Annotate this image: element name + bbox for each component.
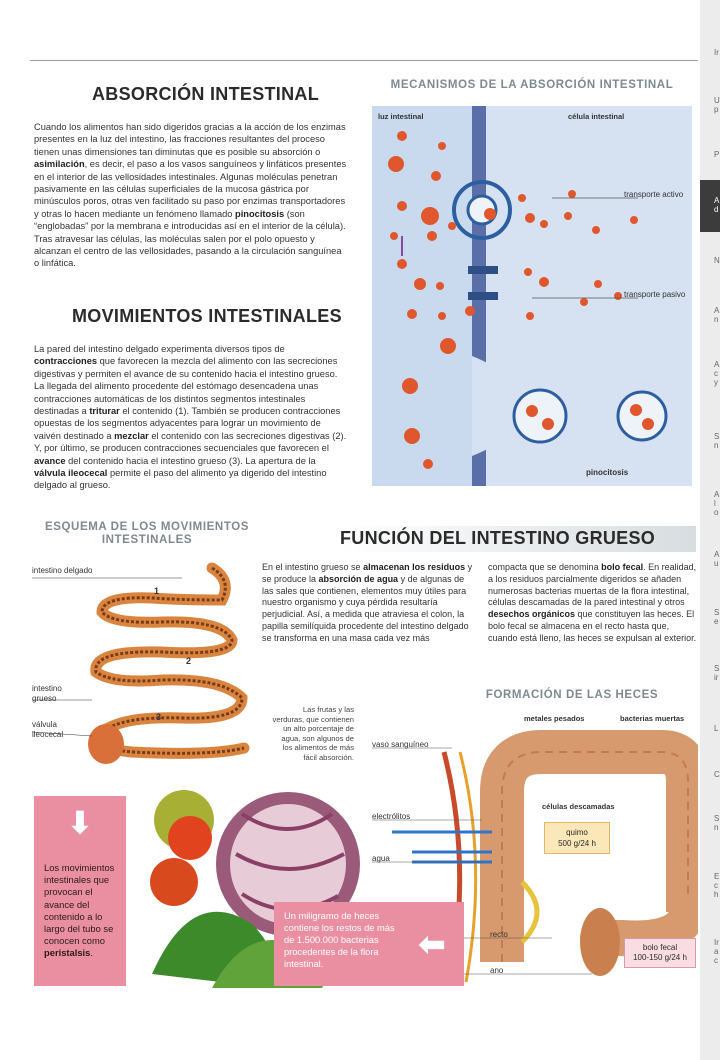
index-letter: Ir <box>714 48 719 57</box>
movimientos-paragraph: La pared del intestino delgado experimenta diversos tipos de contracciones que favorecen la mezcla del alimento con las secreciones digestivas y permiten el avance de su contenido hacia el intestino grueso. La llegada del alimento procedente del estómago desencadena unas contracciones automáticas de los distintos segmentos intestinales destinadas a triturar el contenido (1). También se producen contracciones opuestas de los segmentos adyacentes para lograr un movimiento de vaivén destinado a mezclar el contenido con las secreciones digestivas (2). Y, por último, se producen contracciones secuenciales que favorecen el avance del contenido hacia el intestino grueso (3). La apertura de la válvula ileocecal permite el paso del alimento ya digerido del intestino delgado al grueso. <box>34 344 347 491</box>
label-celulas: células descamadas <box>542 802 615 811</box>
large-intestine-segment <box>88 724 124 764</box>
index-letter: A d <box>714 196 719 214</box>
label-celula: célula intestinal <box>568 112 625 121</box>
absorcion-heading: ABSORCIÓN INTESTINAL <box>92 84 320 104</box>
absorcion-paragraph: Cuando los alimentos han sido digeridos gracias a la acción de los enzimas presentes en la luz del intestino, las fracciones resultantes del proceso tienen unas dimensiones tan diminutas que es posible su absorción o asimilación, es decir, el paso a los vasos sanguíneos y linfáticos presentes en el interior de las vellosidades intestinales. Algunas moléculas penetran pasivamente en las células superficiales de la mucosa gástrica por minúsculos poros, otras ven facilitado su paso por enzimas transportadores y otras lo hacen mediante un fenómeno llamado pinocitosis (son “englobadas” por la membrana e introducidas así en el interior de la célula). Tras atravesar las células, las moléculas salen por el polo opuesto y alcanzan el centro de las vellosidades, pasando a la circulación sanguínea o linfática. <box>34 122 347 269</box>
marker-1: 1 <box>154 586 160 596</box>
bacteria-callout <box>274 902 464 986</box>
label-vaso: vaso sanguíneo <box>372 740 429 749</box>
index-letter: S ir <box>714 664 720 682</box>
label-transporte-activo: transporte activo <box>624 190 684 199</box>
label-pinocitosis: pinocitosis <box>586 468 629 477</box>
rectum <box>580 908 620 976</box>
label-ano: ano <box>490 966 504 975</box>
top-rule <box>30 60 698 61</box>
index-letter: Ir a c <box>714 938 719 965</box>
arrow-down-icon: ⬇ <box>67 807 93 840</box>
label-bacterias: bacterias muertas <box>620 714 685 723</box>
funcion-col1: En el intestino grueso se almacenan los residuos y se produce la absorción de agua y de algunas de las sales que contienen, elementos muy útiles para nuestro organismo y cuya pérdida resultaría perjudicial. Así, a medida que atraviesa el colon, la papilla semilíquida procedente del intestino delgado se transforma en una masa cada vez más <box>262 562 473 643</box>
label-intestino-delgado: intestino delgado <box>32 566 93 575</box>
index-letter: A c y <box>714 360 719 387</box>
marker-2: 2 <box>186 656 192 666</box>
index-letter: P <box>714 150 720 159</box>
funcion-heading: FUNCIÓN DEL INTESTINO GRUESO <box>340 528 656 548</box>
quimo-badge: quimo 500 g/24 h <box>544 822 610 854</box>
mecanismos-title: MECANISMOS DE LA ABSORCIÓN INTESTINAL <box>390 79 674 91</box>
index-letter: C <box>714 770 720 779</box>
intestine-illustration <box>32 560 272 780</box>
label-electrolitos: electrólitos <box>372 812 411 821</box>
arrow-left-icon: ⬅ <box>418 926 446 962</box>
label-agua: agua <box>372 854 390 863</box>
peristalsis-text: Los movimientos intestinales que provocan el avance del contenido a lo largo del tubo se conocen como peristalsis. <box>44 862 115 959</box>
index-letter: N <box>714 256 720 265</box>
bolo-badge: bolo fecal 100-150 g/24 h <box>624 938 696 968</box>
page-edge-index <box>700 0 720 1060</box>
funcion-col2: compacta que se denomina bolo fecal. En realidad, a los residuos parcialmente digeridos se añaden numerosas bacterias muertas de la flora intestinal, células descamadas de la pared intestinal y otros desechos orgánicos que constituyen las heces. El bolo fecal se almacena en el recto hasta que, cuando está lleno, las heces se expulsan al exterior. <box>488 562 697 643</box>
index-letter: A u <box>714 550 719 568</box>
index-letter: U p <box>714 96 720 114</box>
frutas-caption: Las frutas y las verduras, que contienen un alto porcentaje de agua, son algunos de los alimentos de más fácil absorción. <box>272 705 354 762</box>
label-metales: metales pesados <box>524 714 585 723</box>
index-letter: S n <box>714 814 720 832</box>
heces-title: FORMACIÓN DE LAS HECES <box>485 689 659 701</box>
pore <box>468 266 498 274</box>
index-letter: S n <box>714 432 720 450</box>
absorption-mechanisms-diagram <box>372 106 692 486</box>
movimientos-heading: MOVIMIENTOS INTESTINALES <box>72 306 342 326</box>
label-recto: recto <box>490 930 508 939</box>
index-letter: S e <box>714 608 720 626</box>
peristalsis-callout <box>34 796 126 986</box>
intestinal-movements-diagram <box>32 560 272 780</box>
index-letter: E c h <box>714 872 720 899</box>
index-letter: A lo <box>714 490 719 517</box>
index-letter: A n <box>714 306 719 324</box>
esquema-title: ESQUEMA DE LOS MOVIMIENTOS INTESTINALES <box>44 521 250 546</box>
label-transporte-pasivo: transporte pasivo <box>624 290 686 299</box>
label-intestino-grueso: intestino grueso <box>32 684 62 703</box>
pinocytosis-vesicle <box>618 392 666 440</box>
bacteria-text: Un miligramo de heces contiene los restos de más de 1.500.000 bacterias procedentes de la flora intestinal. <box>284 911 395 969</box>
marker-3: 3 <box>156 712 162 722</box>
index-letter: L <box>714 724 719 733</box>
label-luz: luz intestinal <box>378 112 424 121</box>
label-valvula: válvula ileocecal <box>32 720 64 739</box>
